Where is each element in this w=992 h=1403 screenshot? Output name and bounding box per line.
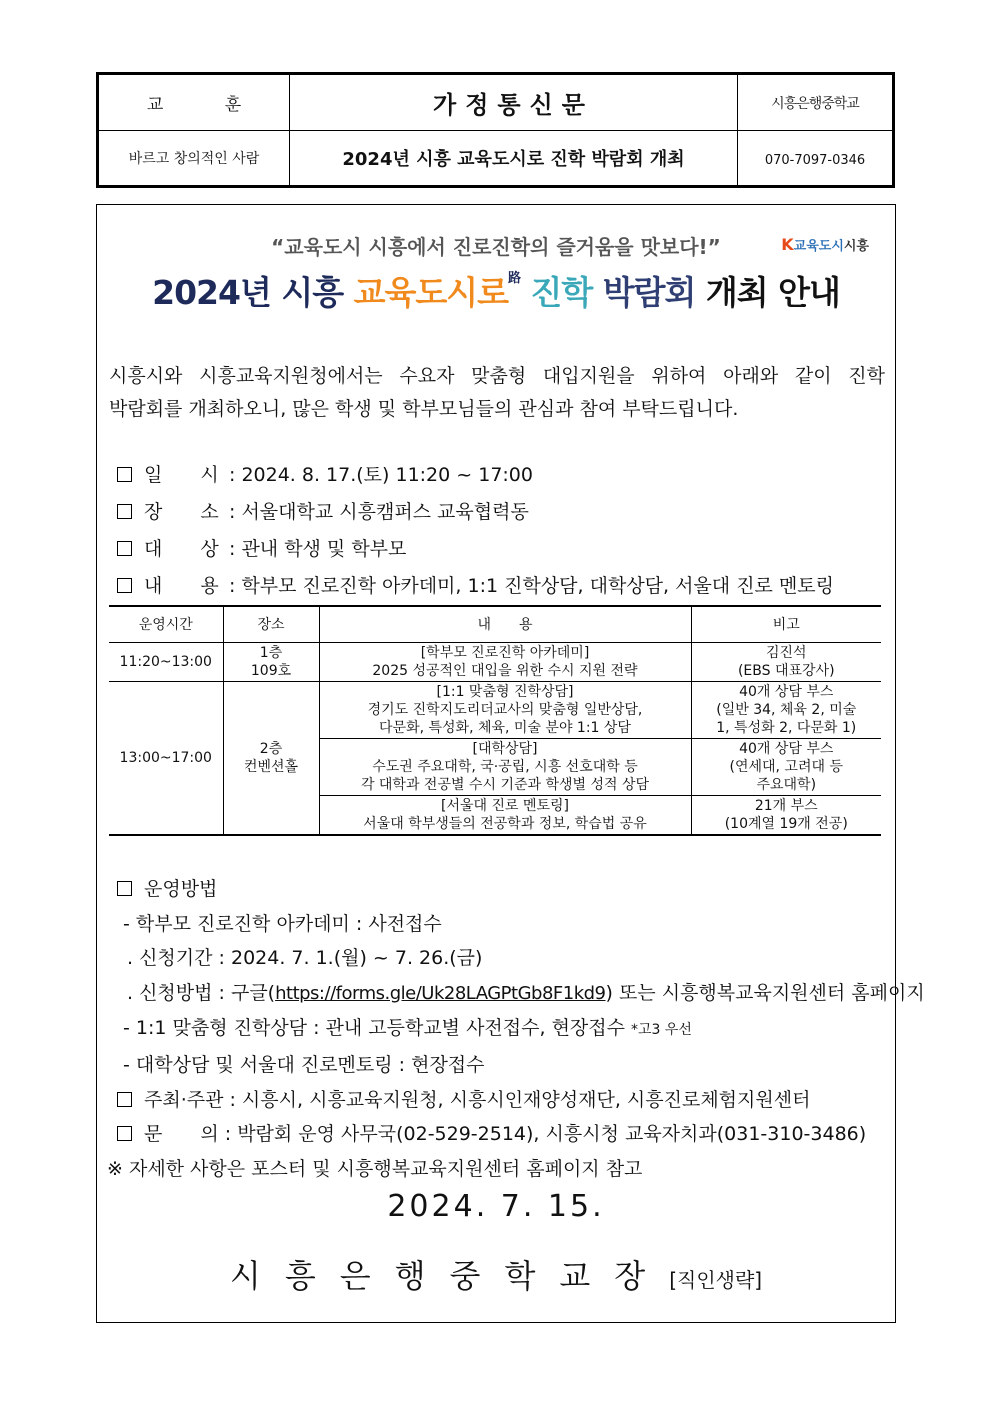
content-box [96, 204, 925, 1323]
headline-part4: 박람회 [592, 273, 696, 312]
operations-section [107, 872, 925, 1186]
tagline: “교육도시 시흥에서 진로진학의 즐거움을 맛보다!” [271, 235, 721, 259]
content-line: 각 대학과 전공별 수시 기준과 학생별 성적 상담 [360, 777, 650, 793]
time-cell: 13:00~17:00 [109, 682, 223, 836]
seal-note: [직인생략] [669, 1268, 763, 1292]
content-line: 다문화, 특성화, 체육, 미술 분야 1:1 상담 [379, 720, 631, 736]
note-line: 주요대학) [756, 777, 817, 793]
city-logo [781, 235, 869, 254]
table-row [109, 643, 881, 682]
note-line: (일반 34, 체육 2, 미술 [716, 702, 857, 718]
headline-part2: 교육도시로 [353, 273, 508, 312]
header-table [96, 72, 895, 188]
intro-line2: 박람회를 개최하오니, 많은 학생 및 학부모님들의 관심과 참여 부탁드립니다. [109, 398, 739, 420]
content-line: 2025 성공적인 대입을 위한 수시 지원 전략 [372, 663, 638, 679]
note-line: 40개 상담 부스 [739, 684, 834, 700]
ops-notice: ※ 자세한 사항은 포스터 및 시흥행복교육지원센터 홈페이지 참고 [107, 1157, 643, 1180]
note-line: 21개 부스 [754, 798, 818, 814]
content-line: [1:1 맞춤형 진학상담] [436, 684, 574, 700]
info-label: 내 용 [144, 575, 219, 597]
note-cell [691, 682, 881, 739]
consult-note: *고3 우선 [631, 1022, 692, 1039]
info-value: : 서울대학교 시흥캠퍼스 교육협력동 [229, 501, 529, 523]
place-line: 2층 [259, 741, 283, 757]
note-cell [691, 643, 881, 682]
checkbox-icon [117, 467, 132, 482]
school-cell [738, 75, 893, 131]
motto-label-cell [99, 75, 290, 131]
place-line: 109호 [250, 663, 292, 679]
place-line: 1층 [259, 645, 283, 661]
info-label: 대 상 [144, 538, 219, 560]
info-value: : 관내 학생 및 학부모 [229, 538, 407, 560]
subject-cell [290, 131, 738, 186]
info-date [117, 457, 834, 494]
signature [97, 1251, 895, 1297]
event-info-list [117, 457, 834, 605]
ops-univ: - 대학상담 및 서울대 진로멘토링 : 현장접수 [123, 1053, 485, 1076]
headline-part1: 2024년 시흥 [152, 273, 354, 312]
time-cell: 11:20~13:00 [109, 643, 223, 682]
info-content [117, 568, 834, 605]
note-line: 김진석 [765, 645, 807, 661]
motto: 바르고 창의적인 사람 [128, 151, 260, 167]
google-form-link[interactable]: https://forms.gle/Uk28LAGPtGb8F1kd9 [275, 982, 606, 1004]
note-line: (EBS 대표강사) [737, 663, 835, 679]
content-cell [319, 643, 691, 682]
place-cell [223, 682, 319, 836]
ops-consult [107, 1011, 925, 1048]
col-header: 운영시간 [109, 606, 223, 643]
note-line: 1, 특성화 2, 다문화 1) [716, 720, 857, 736]
ops-period: . 신청기간 : 2024. 7. 1.(월) ~ 7. 26.(금) [127, 947, 483, 970]
ops-inquiry: 문 의 : 박람회 운영 사무국(02-529-2514), 시흥시청 교육자치과(031-310-3486) [144, 1123, 867, 1146]
checkbox-icon [117, 504, 132, 519]
phone-cell [738, 131, 893, 186]
content-cell [319, 682, 691, 739]
logo-city: 시흥 [843, 239, 869, 254]
headline-part3: 진학 [520, 273, 593, 312]
ops-title-row [107, 872, 925, 907]
principal-title: 시흥은행중학교장 [229, 1257, 670, 1295]
content-cell [319, 739, 691, 796]
motto-label: 교 훈 [146, 95, 270, 115]
headline-part5: 개최 안내 [695, 273, 840, 312]
info-label: 장 소 [144, 501, 219, 523]
intro-paragraph [109, 360, 885, 426]
content-line: 수도권 주요대학, 국·공립, 시흥 선호대학 등 [372, 759, 638, 775]
consult-text: - 1:1 맞춤형 진학상담 : 관내 고등학교별 사전접수, 현장접수 [123, 1017, 632, 1040]
col-header: 비고 [691, 606, 881, 643]
content-line: [서울대 진로 멘토링] [440, 798, 570, 814]
checkbox-icon [117, 1126, 132, 1141]
intro-line1: 시흥시와 시흥교육지원청에서는 수요자 맞춤형 대입지원을 위하여 아래와 같이 진학 [109, 365, 885, 387]
content-line: 경기도 진학지도리더교사의 맞춤형 일반상담, [367, 702, 643, 718]
info-place [117, 494, 834, 531]
ops-inquiry-row [107, 1117, 925, 1152]
method-suffix: ) 또는 시흥행복교육지원센터 홈페이지 [605, 981, 925, 1004]
phone: 070-7097-0346 [764, 152, 866, 168]
issue-date: 2024. 7. 15. [387, 1189, 605, 1224]
note-line: (연세대, 고려대 등 [729, 759, 843, 775]
table-row [109, 682, 881, 739]
note-line: (10계열 19개 전공) [724, 816, 848, 832]
content-line: [학부모 진로진학 아카데미] [420, 645, 590, 661]
note-cell [691, 739, 881, 796]
col-header: 내 용 [319, 606, 691, 643]
info-label: 일 시 [144, 464, 219, 486]
schedule-table [109, 605, 881, 836]
info-value: : 2024. 8. 17.(토) 11:20 ~ 17:00 [229, 464, 533, 486]
checkbox-icon [117, 1092, 132, 1107]
place-cell [223, 643, 319, 682]
checkbox-icon [117, 578, 132, 593]
note-line: 40개 상담 부스 [739, 741, 834, 757]
col-header: 장소 [223, 606, 319, 643]
content-line: [대학상담] [472, 741, 538, 757]
info-target [117, 531, 834, 568]
logo-k: K [781, 235, 794, 254]
school-name: 시흥은행중학교 [771, 95, 859, 112]
info-value: : 학부모 진로진학 아카데미, 1:1 진학상담, 대학상담, 서울대 진로 멘토링 [229, 575, 835, 597]
logo-text: 교육도시 [793, 239, 844, 254]
headline [97, 267, 895, 314]
ops-academy: - 학부모 진로진학 아카데미 : 사전접수 [123, 912, 442, 935]
doc-title: 가정통신문 [433, 91, 594, 119]
place-line: 컨벤션홀 [243, 759, 299, 775]
content-cell [319, 796, 691, 836]
doc-title-cell [290, 75, 738, 131]
method-prefix: . 신청방법 : 구글( [127, 981, 276, 1004]
ops-title: 운영방법 [144, 878, 218, 900]
content-line: 서울대 학부생들의 전공학과 정보, 학습법 공유 [363, 816, 647, 832]
ops-host-row [107, 1083, 925, 1118]
ops-method [107, 976, 925, 1012]
checkbox-icon [117, 541, 132, 556]
note-cell [691, 796, 881, 836]
subject: 2024년 시흥 교육도시로 진학 박람회 개최 [342, 149, 685, 170]
headline-sup: 路 [507, 271, 520, 286]
motto-cell [99, 131, 290, 186]
checkbox-icon [117, 881, 132, 896]
ops-host: 주최·주관 : 시흥시, 시흥교육지원청, 시흥시인재양성재단, 시흥진로체험지원센터 [144, 1088, 811, 1111]
